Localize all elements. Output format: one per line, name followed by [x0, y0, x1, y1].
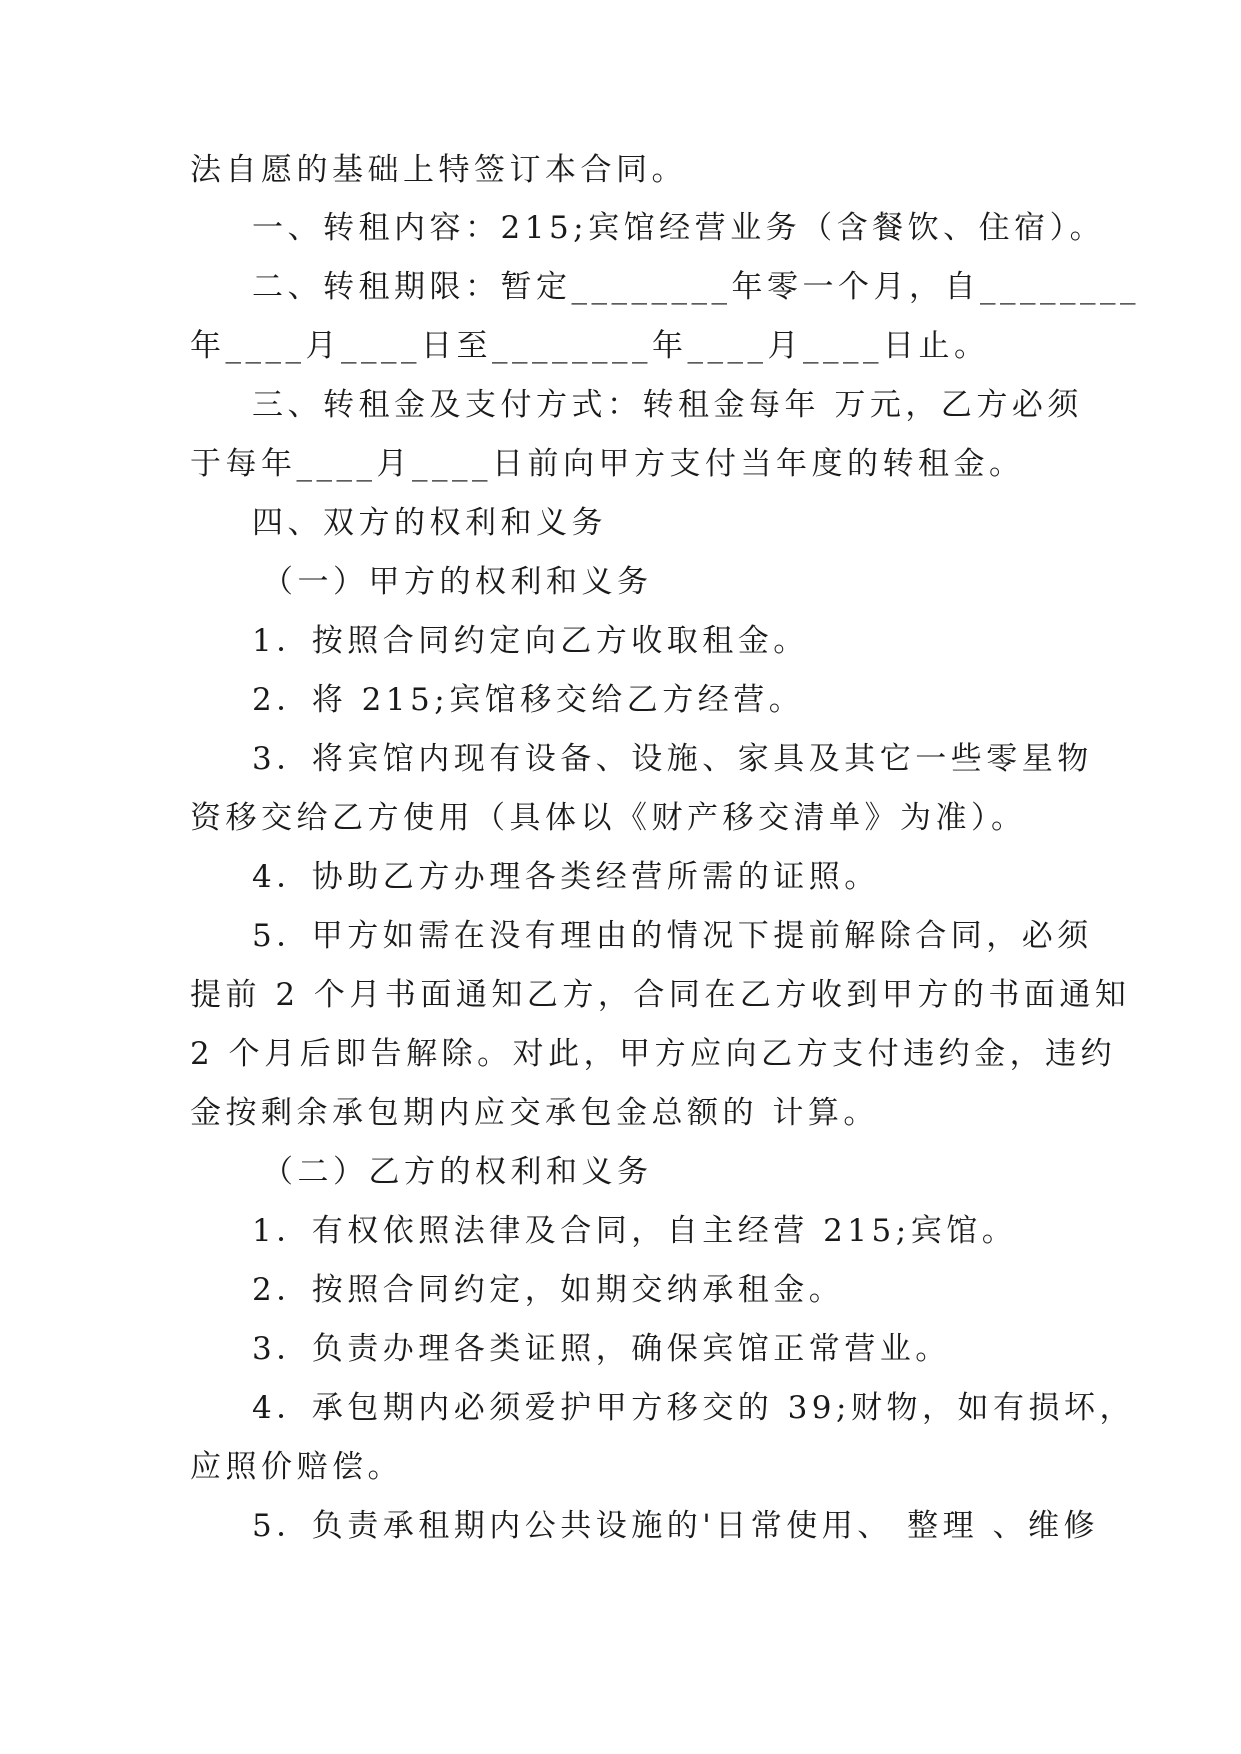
- text-line-1: 法自愿的基础上特签订本合同。: [190, 152, 687, 188]
- text-line-3: 二、转租期限：暂定________年零一个月，自________: [252, 269, 1140, 305]
- subsection-heading-party-b: （二）乙方的权利和义务: [262, 1154, 653, 1190]
- text-line-21: 3．负责办理各类证照，确保宾馆正常营业。: [252, 1331, 951, 1367]
- text-line-11: 3．将宾馆内现有设备、设施、家具及其它一些零星物: [252, 741, 1093, 777]
- section-heading-rights: 四、双方的权利和义务: [252, 505, 607, 541]
- text-line-9: 1．按照合同约定向乙方收取租金。: [252, 623, 809, 659]
- text-line-20: 2．按照合同约定，如期交纳承租金。: [252, 1272, 845, 1308]
- text-line-17: 金按剩余承包期内应交承包金总额的 计算。: [190, 1095, 879, 1131]
- text-line-5: 三、转租金及支付方式：转租金每年 万元，乙方必须: [252, 387, 1083, 423]
- text-line-13: 4．协助乙方办理各类经营所需的证照。: [252, 859, 880, 895]
- text-line-23: 应照价赔偿。: [190, 1449, 403, 1485]
- text-line-4: 年____月____日至________年____月____日止。: [190, 328, 990, 364]
- text-line-16: 2 个月后即告解除。对此，甲方应向乙方支付违约金，违约: [190, 1036, 1117, 1072]
- text-line-19: 1．有权依照法律及合同，自主经营 215;宾馆。: [252, 1213, 1018, 1249]
- text-line-10: 2．将 215;宾馆移交给乙方经营。: [252, 682, 805, 718]
- text-line-14: 5．甲方如需在没有理由的情况下提前解除合同，必须: [252, 918, 1093, 954]
- text-line-22: 4．承包期内必须爱护甲方移交的 39;财物，如有损坏，: [252, 1390, 1135, 1426]
- subsection-heading-party-a: （一）甲方的权利和义务: [262, 564, 653, 600]
- text-line-15: 提前 2 个月书面通知乙方，合同在乙方收到甲方的书面通知: [190, 977, 1131, 1013]
- text-line-2: 一、转租内容：215;宾馆经营业务（含餐饮、住宿）。: [252, 210, 1106, 246]
- text-line-24: 5．负责承租期内公共设施的'日常使用、 整理 、维修: [252, 1508, 1099, 1544]
- text-line-12: 资移交给乙方使用（具体以《财产移交清单》为准）。: [190, 800, 1027, 836]
- text-line-6: 于每年____月____日前向甲方支付当年度的转租金。: [190, 446, 1025, 482]
